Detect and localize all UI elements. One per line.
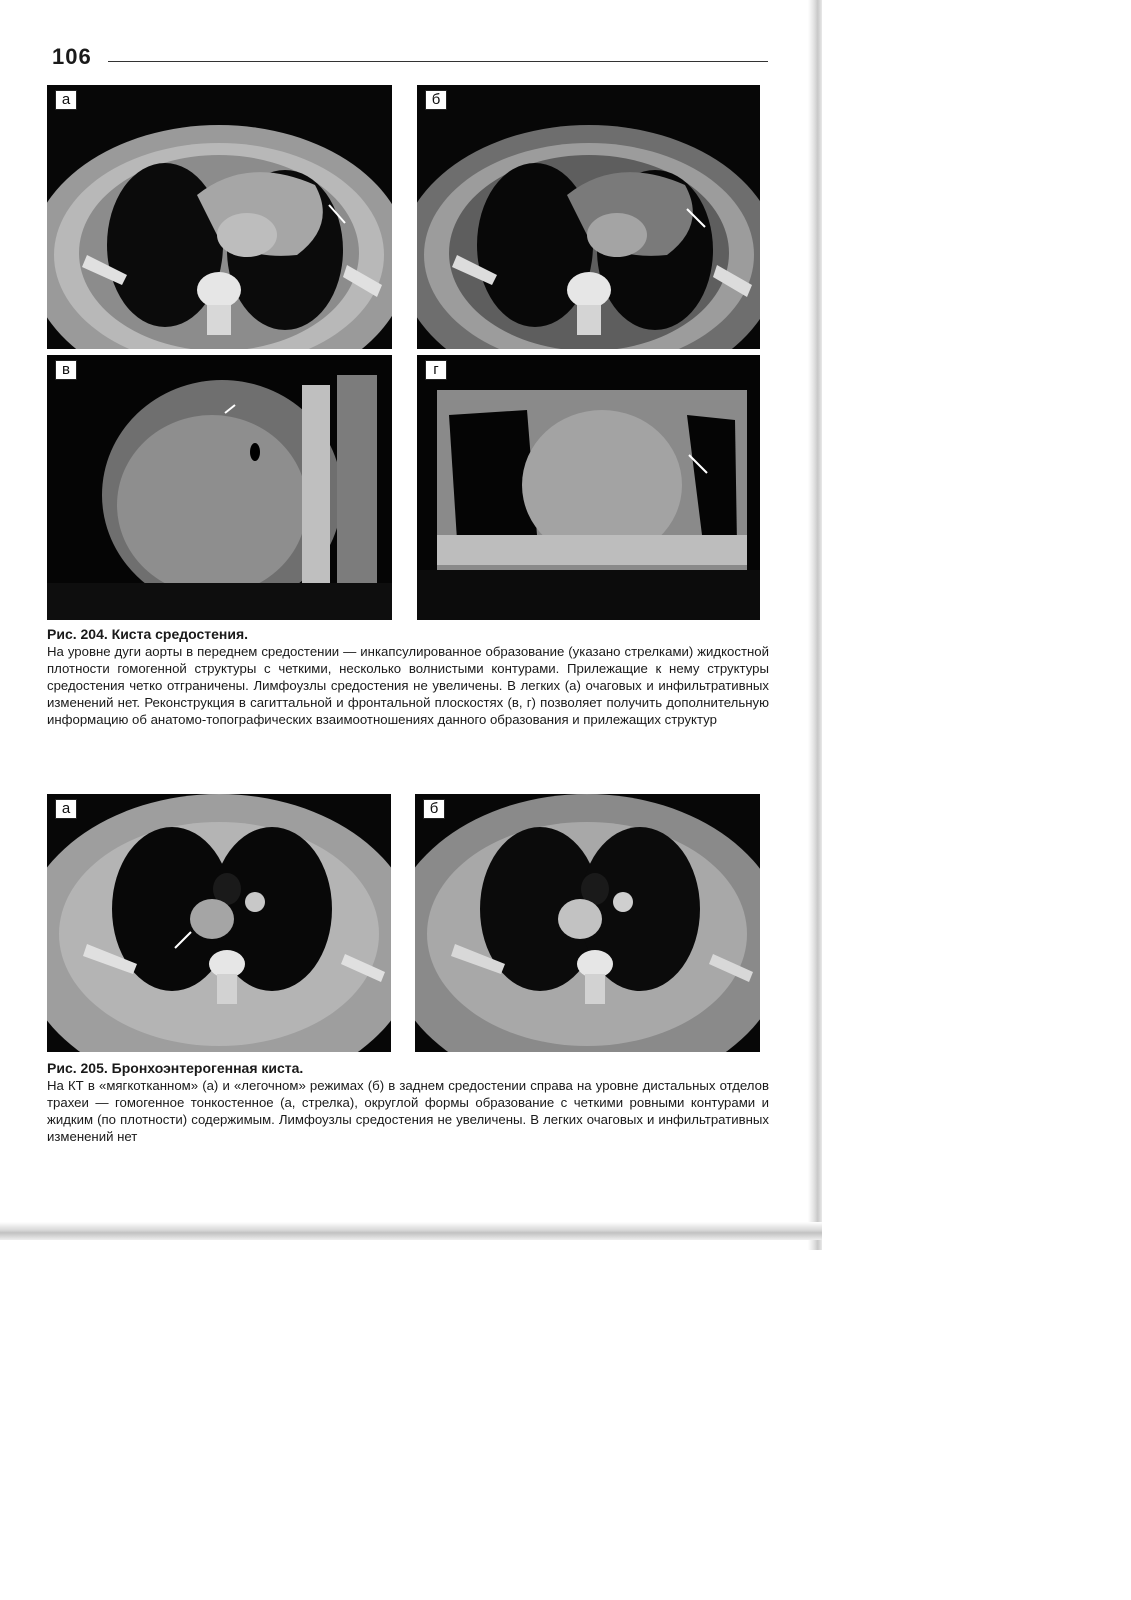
fig204-panel-label-b: б [425, 90, 447, 110]
fig204-panel-v-sagittal-image [47, 355, 392, 620]
fig204-panel-a-ct-image [47, 85, 392, 349]
fig205-panel-b-ct-image [415, 794, 760, 1052]
page-bottom-edge [0, 1222, 822, 1240]
fig205-panel-label-b: б [423, 799, 445, 819]
fig205-caption-title: Рис. 205. Бронхоэнтерогенная киста. [47, 1060, 304, 1076]
fig204-caption [47, 626, 769, 728]
fig204-panel-label-v: в [55, 360, 77, 380]
page-number: 106 [52, 44, 92, 69]
fig204-caption-text: На уровне дуги аорты в переднем средостении — инкапсулированное образование (указано стрелками) жидкостной плотности гомогенной структуры с четкими, несколько волнистыми контурами. Прилежащие к нему структуры средостения четко отграничены. Лимфоузлы средостения не увеличены. В легких (а) очаговых и инфильтративных изменений нет. Реконструкция в сагиттальной и фронтальной плоскостях (в, г) позволяет получить дополнительную информацию об анатомо-топографических взаимоотношениях данного образования и прилежащих структур [47, 643, 769, 727]
fig204-caption-title: Рис. 204. Киста средостения. [47, 626, 249, 642]
fig205-caption [47, 1060, 769, 1146]
page-spine-shadow [808, 0, 822, 1250]
fig205-panel-label-a: а [55, 799, 77, 819]
fig204-panel-label-a: а [55, 90, 77, 110]
header-rule [108, 61, 768, 62]
fig204-panel-g-coronal-image [417, 355, 760, 620]
fig204-panel-b-ct-image [417, 85, 760, 349]
fig205-caption-text: На КТ в «мягкотканном» (а) и «легочном» режимах (б) в заднем средостении справа на уровне дистальных отделов трахеи — гомогенное тонкостенное (а, стрелка), округлой формы образование с четкими ровными контурами и жидким (по плотности) содержимым. Лимфоузлы средостения не увеличены. В легких очаговых и инфильтративных изменений нет [47, 1077, 769, 1144]
fig204-panel-label-g: г [425, 360, 447, 380]
fig205-panel-a-ct-image [47, 794, 391, 1052]
